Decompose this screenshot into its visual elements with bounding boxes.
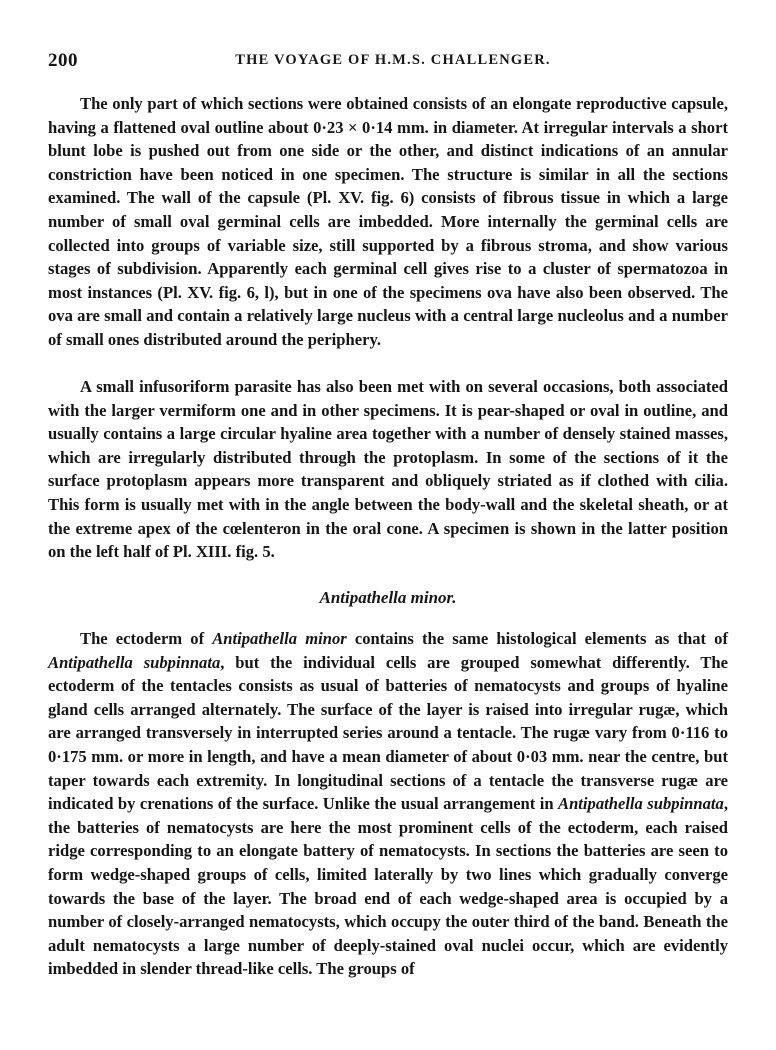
- page-number: 200: [48, 50, 78, 71]
- section-heading: Antipathella minor.: [319, 588, 457, 607]
- text-run: , but the individual cells are grouped somewhat differently. The ectoderm of the tentacles consists as usual of batteries of nematocysts and groups of hyaline gland cells arranged alternately. The surface of the layer is raised into irregular rugæ, which are arranged transversely in interrupted series around a tentacle. The rugæ vary from 0·116 to 0·175 mm. or more in length, and have a mean diameter of about 0·03 mm. near the centre, but taper towards each extremity. In longitudinal sections of a tentacle the transverse rugæ are indicated by crenations of the surface. Unlike the usual arrangement in: [48, 652, 728, 814]
- species-name: Antipathella minor: [212, 629, 347, 648]
- paragraph-reproductive-capsule: [48, 92, 728, 352]
- paragraph-text: A small infusoriform parasite has also been met with on several occasions, both associated with the larger vermiform one and in other specimens. It is pear-shaped or oval in outline, and usually contains a large circular hyaline area together with a number of densely stained masses, which are irregularly distributed through the protoplasm. In some of the sections of it the surface protoplasm appears more transparent and obliquely striated as if clothed with cilia. This form is usually met with in the angle between the body-wall and the skeletal sheath, or at the extreme apex of the cœlenteron in the oral cone. A specimen is shown in the latter position on the left half of Pl. XIII. fig. 5.: [48, 377, 728, 562]
- species-name: Antipathella subpinnata: [558, 794, 724, 814]
- text-run: contains the same histological elements as that of: [346, 629, 728, 648]
- paragraph-antipathella-minor: [48, 627, 728, 981]
- paragraph-text: The only part of which sections were obtained consists of an elongate reproductive capsule, having a flattened oval outline about 0·23 × 0·14 mm. in diameter. At irregular intervals a short blunt lobe is pushed out from one side or the other, and distinct indications of an annular constriction have been noticed in one specimen. The structure is similar in all the sections examined. The wall of the capsule (Pl. XV. fig. 6) consists of fibrous tissue in which a large number of small oval germinal cells are imbedded. More internally the germinal cells are collected into groups of variable size, still supported by a fibrous stroma, and show various stages of subdivision. Apparently each germinal cell gives rise to a cluster of spermatozoa in most instances (Pl. XV. fig. 6, l), but in one of the specimens ova have also been observed. The ova are small and contain a relatively large nucleus with a central large nucleolus and a number of small ones distributed around the periphery.: [48, 94, 728, 349]
- text-run: The ectoderm of: [80, 629, 213, 648]
- page-header: [48, 50, 728, 72]
- species-name: Antipathella subpinnata: [48, 652, 221, 672]
- paragraph-text: [48, 627, 728, 981]
- text-run: , the batteries of nematocysts are here the most prominent cells of the ectoderm, each raised ridge corresponding to an elongate battery of nematocysts. In sections the batteries are seen to form wedge-shaped groups of cells, limited laterally by two lines which gradually converge towards the base of the layer. The broad end of each wedge-shaped area is occupied by a number of closely-arranged nematocysts, which occupy the outer third of the band. Beneath the adult nematocysts a large number of deeply-stained oval nuclei occur, which are evidently imbedded in slender thread-like cells. The groups of: [48, 794, 728, 979]
- running-title: THE VOYAGE OF H.M.S. CHALLENGER.: [235, 52, 551, 68]
- paragraph-infusoriform-parasite: [48, 375, 728, 564]
